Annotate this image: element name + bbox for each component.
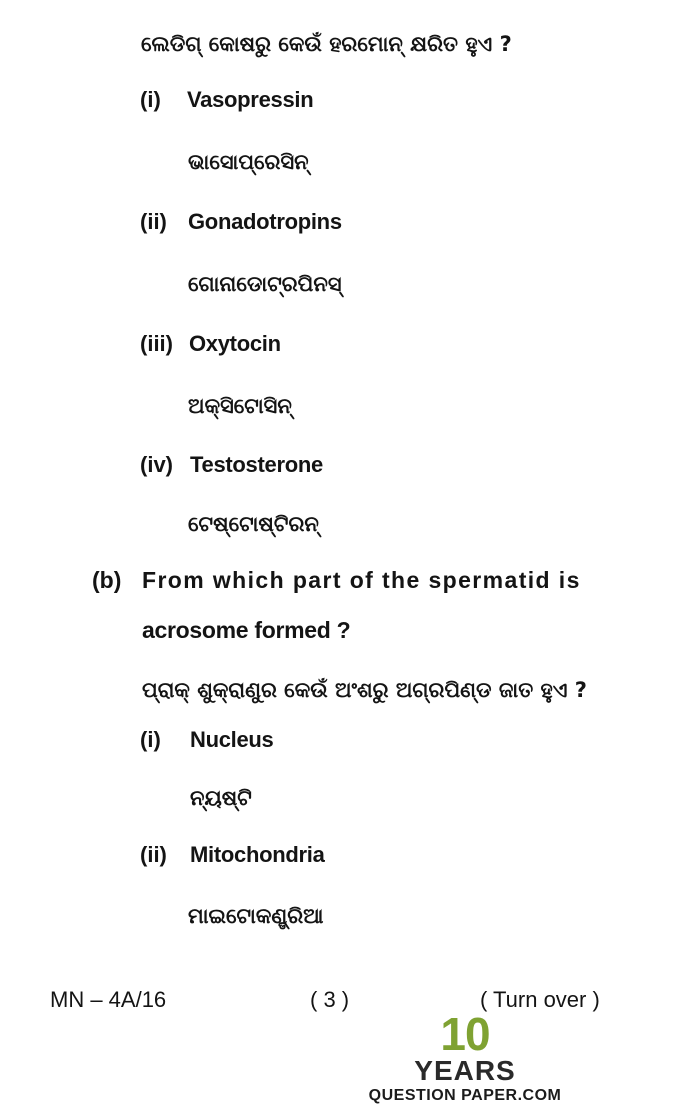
turn-over-note: ( Turn over ) <box>480 987 600 1012</box>
option-a-iii-odia: ଅକ୍‌ସିଟୋସିନ୍ <box>188 394 292 418</box>
option-b-ii-label: (ii) <box>140 842 167 867</box>
option-a-iv-odia: ଟେଷ୍ଟୋଷ୍ଟିରନ୍ <box>188 512 319 536</box>
option-b-i-odia: ନ୍ୟଷ୍ଟି <box>190 786 252 810</box>
option-a-ii-english: Gonadotropins <box>188 209 342 234</box>
option-a-ii-label: (ii) <box>140 209 167 234</box>
watermark-site: QUESTION PAPER.COM <box>368 1087 562 1104</box>
option-a-iv-english: Testosterone <box>190 452 323 477</box>
option-a-i-odia: ଭାସୋପ୍ରେସିନ୍ <box>188 150 309 174</box>
paper-code: MN – 4A/16 <box>50 987 167 1012</box>
option-b-ii-odia: ମାଇଟୋକଣ୍ଡ୍ରିଆ <box>188 904 324 928</box>
option-b-i-english: Nucleus <box>190 727 274 752</box>
option-b-ii-english: Mitochondria <box>190 842 325 867</box>
option-a-i-label: (i) <box>140 87 161 112</box>
watermark-years: YEARS <box>414 1055 516 1086</box>
option-a-iii-label: (iii) <box>140 331 173 356</box>
option-a-iii-english: Oxytocin <box>189 331 281 356</box>
option-a-i-english: Vasopressin <box>187 87 314 112</box>
option-b-i-label: (i) <box>140 727 161 752</box>
option-a-iv-label: (iv) <box>140 452 173 477</box>
question-b-odia-text: ପ୍ରାକ୍ ଶୁକ୍ରାଣୁର କେଉଁ ଅଂଶରୁ ଅଗ୍ରପିଣ୍ଡ ଜାତ ହୁଏ ? <box>142 678 587 702</box>
question-b-english-line1: From which part of the spermatid is <box>142 567 581 593</box>
question-b-label: (b) <box>92 567 122 593</box>
page-number: ( 3 ) <box>310 987 350 1012</box>
question-b-english-line2: acrosome formed ? <box>142 617 351 643</box>
question-a-odia-text: ଲେଡିଗ୍ କୋଷରୁ କେଉଁ ହରମୋନ୍ କ୍ଷରିତ ହୁଏ ? <box>141 32 512 56</box>
option-a-ii-odia: ଗୋନାଡୋଟ୍ରପିନସ୍ <box>188 272 342 296</box>
watermark-logo <box>360 1008 570 1112</box>
watermark-number: 10 <box>440 1008 490 1060</box>
